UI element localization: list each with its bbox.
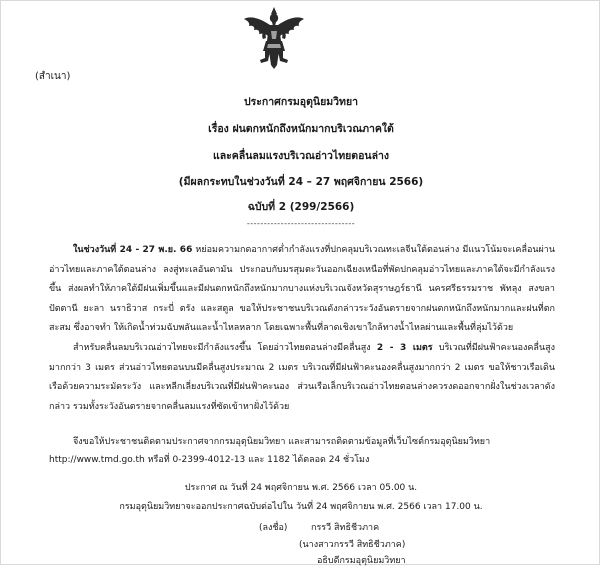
paragraph-rain-forecast: [49, 241, 555, 339]
signed-label: (ลงชื่อ): [259, 523, 288, 533]
separator-line: --------------------------------: [246, 219, 356, 228]
signer-position: อธิบดีกรมอุตุนิยมวิทยา: [317, 556, 406, 566]
forecast-body: หย่อมความกดอากาศต่ำกำลังแรงที่ปกคลุมบริเวณทะเลจีนใต้ตอนล่าง มีแนวโน้มจะเคลื่อนผ่านอ่าวไทยและภาคใต้ตอนล่าง ลงสู่ทะเลอันดามัน ประกอบกับมรสุมตะวันออกเฉียงเหนือที่พัดปกคลุมอ่าวไทยและภาคใต้จะมีกำลังแรงขึ้น ส่งผลทำให้ภาคใต้มีฝนเพิ่มขึ้นและมีฝนตกหนักถึงหนักมากบางแห่งบริเวณจังหวัดสุราษฎร์ธานี นครศรีธรรมราช พัทลุง สงขลา ปัตตานี ยะลา นราธิวาส กระบี่ ตรัง และสตูล ขอให้ประชาชนบริเวณดังกล่าวระวังอันตรายจากฝนตกหนักถึงหนักมากและฝนที่ตกสะสม ซึ่งอาจทำ ให้เกิดน้ำท่วมฉับพลันและน้ำไหลหลาก โดยเฉพาะพื้นที่ลาดเชิงเขาใกล้ทางน้ำไหลผ่านและพื้นที่ลุ่มไว้ด้วย: [49, 245, 556, 334]
paragraph-contact: จึงขอให้ประชาชนติดตามประกาศจากกรมอุตุนิยมวิทยา และสามารถติดตามข้อมูลที่เว็บไซต์กรมอุตุนิยมวิทยา http://www.tmd.go.th หรือที่ 0-2399-4012-13 และ 1182 ได้ตลอด 24 ชั่วโมง: [49, 437, 491, 465]
announced-datetime: ประกาศ ณ วันที่ 24 พฤศจิกายน พ.ศ. 2566 เวลา 05.00 น.: [184, 483, 418, 493]
announcement-subject: เรื่อง ฝนตกหนักถึงหนักมากบริเวณภาคใต้: [208, 123, 394, 135]
announcement-title: ประกาศกรมอุตุนิยมวิทยา: [243, 96, 359, 108]
forecast-period-lead: ในช่วงวันที่ 24 - 27 พ.ย. 66: [73, 245, 193, 255]
paragraph-wave-forecast: [49, 339, 555, 417]
issue-number: ฉบับที่ 2 (299/2566): [247, 201, 355, 213]
signer-fullname: (นางสาวกรรวี สิทธิชีวภาค): [299, 540, 406, 550]
garuda-emblem-icon: [241, 5, 307, 71]
announcement-subject-line2: และคลื่นลมแรงบริเวณอ่าวไทยตอนล่าง: [212, 150, 390, 162]
wave-text-a: สำหรับคลื่นลมบริเวณอ่าวไทยจะมีกำลังแรงขึ้น โดยอ่าวไทยตอนล่างมีคลื่นสูง: [73, 343, 377, 353]
wave-text-c: บริเวณที่มีฝนฟ้าคะนองคลื่นสูงมากกว่า 3 เมตร ส่วนอ่าวไทยตอนบนมีคลื่นสูงประมาณ 2 เมตร บริเวณที่มีฝนฟ้าคะนองคลื่นสูงมากกว่า 2 เมตร ขอให้ชาวเรือเดินเรือด้วยความระมัดระวัง และหลีกเลี่ยงบริเวณที่มีฝนฟ้าคะนอง ส่วนเรือเล็กบริเวณอ่าวไทยตอนล่างควรงดออกจากฝั่งในช่วงเวลาดังกล่าว รวมทั้งระวังอันตรายจากคลื่นลมแรงที่ซัดเข้าหาฝั่งไว้ด้วย: [49, 343, 555, 412]
effect-period: (มีผลกระทบในช่วงวันที่ 24 – 27 พฤศจิกายน 2566): [178, 176, 424, 188]
wave-height-emphasis: 2 - 3 เมตร: [376, 343, 433, 353]
next-issue-notice: กรมอุตุนิยมวิทยาจะออกประกาศฉบับต่อไปใน วันที่ 24 พฤศจิกายน พ.ศ. 2566 เวลา 17.00 น.: [119, 502, 483, 512]
signer-name: กรรวี สิทธิชีวภาค: [311, 523, 380, 533]
copy-mark: (สำเนา): [35, 71, 71, 82]
